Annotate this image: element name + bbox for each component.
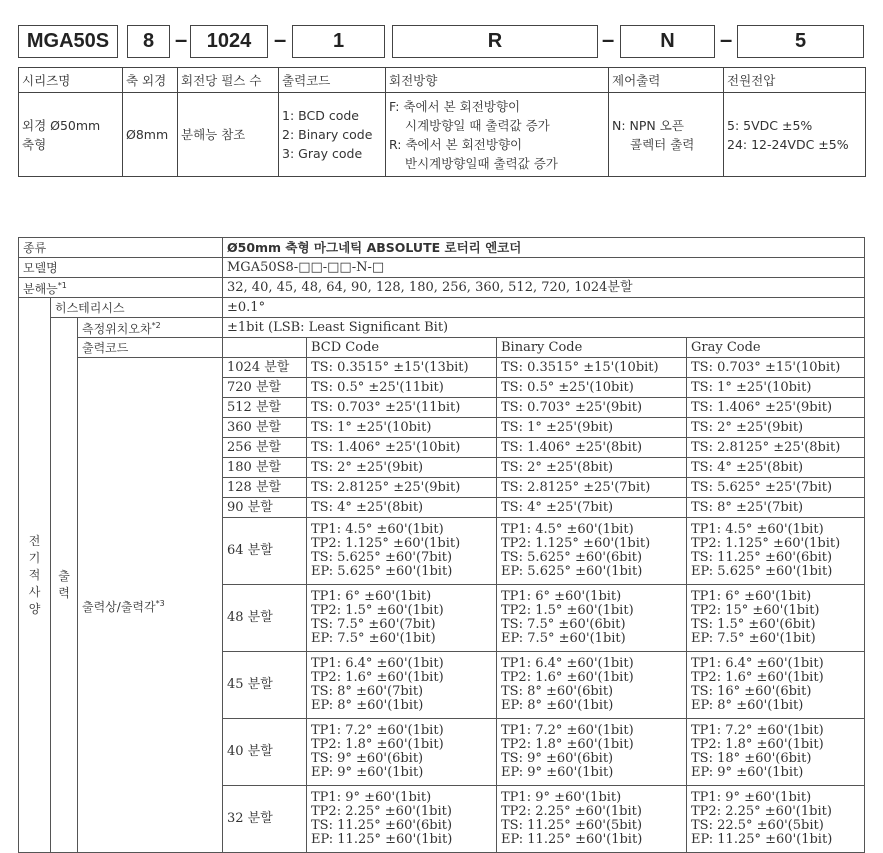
bcd-value-cell <box>307 518 497 585</box>
bin-value-cell <box>497 378 687 398</box>
gray-value: TS: 4° ±25'(8bit) <box>691 459 804 475</box>
bin-value: TS: 1° ±25'(9bit) <box>501 419 614 435</box>
gray-value-cell <box>687 438 865 458</box>
gray-value-cell <box>687 378 865 398</box>
bcd-value: TP2: 1.5° ±60'(1bit) <box>311 603 444 618</box>
shaft-cell: Ø8mm <box>123 93 178 177</box>
output-code-cell <box>279 93 386 177</box>
bcd-value-cell <box>307 458 497 478</box>
bin-value: TP2: 1.6° ±60'(1bit) <box>501 670 634 685</box>
bcd-value: TS: 1° ±25'(10bit) <box>311 419 432 435</box>
code-dash: – <box>602 27 615 52</box>
type-label: 종류 <box>19 238 223 258</box>
rotation-line: 반시계방향일때 출력값 증가 <box>405 155 558 171</box>
bin-value-cell <box>497 358 687 378</box>
bin-value-cell <box>497 418 687 438</box>
bcd-value-cell <box>307 378 497 398</box>
gray-value: TS: 1.406° ±25'(9bit) <box>691 399 833 415</box>
code-box-rotation: R <box>392 25 598 58</box>
output-angle-note: *3 <box>155 598 165 608</box>
model-label: 모델명 <box>19 258 223 278</box>
bcd-value: TP1: 7.2° ±60'(1bit) <box>311 723 444 738</box>
division-label: 90 분할 <box>223 498 307 518</box>
bcd-value-cell <box>307 786 497 853</box>
electrical-spec-char: 적 <box>28 567 41 582</box>
bcd-value-cell <box>307 438 497 458</box>
gray-value-cell <box>687 719 865 786</box>
bcd-value: TS: 0.703° ±25'(11bit) <box>311 399 461 415</box>
bcd-value: TS: 4° ±25'(8bit) <box>311 499 424 515</box>
bcd-value: TS: 9° ±60'(6bit) <box>311 751 424 766</box>
bcd-value: TP1: 6.4° ±60'(1bit) <box>311 656 444 671</box>
bin-value: TP2: 1.125° ±60'(1bit) <box>501 536 651 551</box>
hysteresis-value: ±0.1° <box>223 298 865 318</box>
gray-value: TS: 18° ±60'(6bit) <box>691 751 812 766</box>
gray-value: TS: 22.5° ±60'(5bit) <box>691 818 824 833</box>
division-label: 180 분할 <box>223 458 307 478</box>
power-cell <box>724 93 866 177</box>
bin-value-cell <box>497 438 687 458</box>
division-label: 32 분할 <box>223 786 307 853</box>
bin-value: TS: 11.25° ±60'(5bit) <box>501 818 643 833</box>
gray-value: TP2: 15° ±60'(1bit) <box>691 603 820 618</box>
code-box-power: 5 <box>737 25 864 58</box>
division-label: 40 분할 <box>223 719 307 786</box>
division-label: 512 분할 <box>223 398 307 418</box>
binary-header: Binary Code <box>497 338 687 358</box>
code-box-pulses: 1024 <box>190 25 268 58</box>
resolution-label: 분해능 <box>23 282 58 296</box>
spec-table <box>18 237 865 853</box>
bin-value: TS: 0.5° ±25'(10bit) <box>501 379 634 395</box>
bcd-value-cell <box>307 358 497 378</box>
bin-value: TS: 2.8125° ±25'(7bit) <box>501 479 651 495</box>
gray-value: TP2: 1.6° ±60'(1bit) <box>691 670 824 685</box>
gray-value: TP1: 7.2° ±60'(1bit) <box>691 723 824 738</box>
gray-value: TS: 5.625° ±25'(7bit) <box>691 479 833 495</box>
bin-value-cell <box>497 786 687 853</box>
division-label: 256 분할 <box>223 438 307 458</box>
gray-value: TS: 1.5° ±60'(6bit) <box>691 617 816 632</box>
code-box-shaft: 8 <box>127 25 170 58</box>
bin-value: TP1: 6° ±60'(1bit) <box>501 589 622 604</box>
header-rotation: 회전방향 <box>386 68 609 93</box>
bcd-value: TS: 2.8125° ±25'(9bit) <box>311 479 461 495</box>
output-angle-label: 출력상/출력각 <box>82 599 156 614</box>
gray-value-cell <box>687 358 865 378</box>
position-error-value: ±1bit (LSB: Least Significant Bit) <box>223 318 865 338</box>
division-label: 360 분할 <box>223 418 307 438</box>
gray-value-cell <box>687 398 865 418</box>
bin-value-cell <box>497 458 687 478</box>
division-label: 48 분할 <box>223 585 307 652</box>
gray-value: TP1: 6° ±60'(1bit) <box>691 589 812 604</box>
electrical-spec-char: 전 <box>28 533 41 548</box>
header-pulses: 회전당 펄스 수 <box>178 68 279 93</box>
bin-value: TP1: 9° ±60'(1bit) <box>501 790 622 805</box>
gray-value-cell <box>687 418 865 438</box>
gray-value: TP1: 9° ±60'(1bit) <box>691 790 812 805</box>
bin-value-cell <box>497 719 687 786</box>
division-label: 128 분할 <box>223 478 307 498</box>
bcd-value: EP: 7.5° ±60'(1bit) <box>311 631 436 646</box>
rotation-line: F: 축에서 본 회전방향이 <box>389 98 521 114</box>
bin-value: TS: 5.625° ±60'(6bit) <box>501 550 643 565</box>
resolution-value: 32, 40, 45, 48, 64, 90, 128, 180, 256, 360, 512, 720, 1024분할 <box>223 278 865 298</box>
bcd-value: TP2: 1.8° ±60'(1bit) <box>311 737 444 752</box>
bin-value: TP1: 6.4° ±60'(1bit) <box>501 656 634 671</box>
gray-value-cell <box>687 652 865 719</box>
gray-value: EP: 7.5° ±60'(1bit) <box>691 631 816 646</box>
output-section-label <box>51 318 78 853</box>
division-label: 64 분할 <box>223 518 307 585</box>
electrical-spec-char: 기 <box>28 550 41 565</box>
gray-value: TP2: 1.8° ±60'(1bit) <box>691 737 824 752</box>
bcd-value-cell <box>307 398 497 418</box>
control-cell <box>609 93 724 177</box>
bin-value: TS: 7.5° ±60'(6bit) <box>501 617 626 632</box>
bcd-value: TS: 7.5° ±60'(7bit) <box>311 617 436 632</box>
rotation-cell <box>386 93 609 177</box>
bin-value: TS: 8° ±60'(6bit) <box>501 684 614 699</box>
code-dash: – <box>720 27 733 52</box>
division-label: 720 분할 <box>223 378 307 398</box>
output-section-char: 력 <box>58 586 70 600</box>
bcd-value: EP: 5.625° ±60'(1bit) <box>311 564 453 579</box>
bcd-value: TP2: 1.6° ±60'(1bit) <box>311 670 444 685</box>
bcd-value: TP1: 6° ±60'(1bit) <box>311 589 432 604</box>
gray-value-cell <box>687 458 865 478</box>
gray-value: TP2: 2.25° ±60'(1bit) <box>691 804 832 819</box>
gray-value: TS: 0.703° ±15'(10bit) <box>691 359 841 375</box>
gray-value: EP: 5.625° ±60'(1bit) <box>691 564 833 579</box>
header-series: 시리즈명 <box>19 68 123 93</box>
gray-value: EP: 8° ±60'(1bit) <box>691 698 804 713</box>
resolution-note: *1 <box>57 281 67 290</box>
code-box-control: N <box>620 25 715 58</box>
resolution-row <box>19 358 865 378</box>
rotation-line: 시계방향일 때 출력값 증가 <box>405 117 550 133</box>
bin-value: TS: 4° ±25'(7bit) <box>501 499 614 515</box>
gray-value: EP: 11.25° ±60'(1bit) <box>691 832 833 847</box>
electrical-spec-char: 양 <box>28 601 41 616</box>
bcd-header: BCD Code <box>307 338 497 358</box>
output-code-option: 1: BCD code <box>282 108 359 123</box>
bcd-value-cell <box>307 418 497 438</box>
bcd-value: TP1: 9° ±60'(1bit) <box>311 790 432 805</box>
code-dash: – <box>175 27 188 52</box>
bin-value-cell <box>497 585 687 652</box>
resolution-label-cell <box>19 278 223 298</box>
bin-value: TS: 2° ±25'(8bit) <box>501 459 614 475</box>
bin-value: TP2: 1.5° ±60'(1bit) <box>501 603 634 618</box>
position-error-label-cell <box>78 318 223 338</box>
bcd-value: TS: 11.25° ±60'(6bit) <box>311 818 453 833</box>
bin-value: EP: 11.25° ±60'(1bit) <box>501 832 643 847</box>
gray-value-cell <box>687 585 865 652</box>
gray-header: Gray Code <box>687 338 865 358</box>
bin-value: EP: 9° ±60'(1bit) <box>501 765 614 780</box>
header-control: 제어출력 <box>609 68 724 93</box>
output-section-char: 출 <box>58 569 70 583</box>
header-shaft: 축 외경 <box>123 68 178 93</box>
gray-value-cell <box>687 518 865 585</box>
bcd-value: TP2: 2.25° ±60'(1bit) <box>311 804 452 819</box>
hysteresis-label: 히스테리시스 <box>51 298 223 318</box>
output-angle-label-cell <box>78 358 223 853</box>
bin-value: TP2: 2.25° ±60'(1bit) <box>501 804 642 819</box>
gray-value: TS: 8° ±25'(7bit) <box>691 499 804 515</box>
power-line: 24: 12-24VDC ±5% <box>727 136 849 152</box>
ordering-table <box>18 67 866 177</box>
bcd-value: EP: 8° ±60'(1bit) <box>311 698 424 713</box>
bin-value: TS: 0.703° ±25'(9bit) <box>501 399 643 415</box>
bin-value: EP: 7.5° ±60'(1bit) <box>501 631 626 646</box>
bin-value: EP: 5.625° ±60'(1bit) <box>501 564 643 579</box>
gray-value: TP1: 4.5° ±60'(1bit) <box>691 522 824 537</box>
output-code-option: 3: Gray code <box>282 146 363 161</box>
header-output-code: 출력코드 <box>279 68 386 93</box>
division-label: 1024 분할 <box>223 358 307 378</box>
bin-value-cell <box>497 478 687 498</box>
gray-value: TP2: 1.125° ±60'(1bit) <box>691 536 841 551</box>
code-dash: – <box>274 27 287 52</box>
gray-value: TS: 2.8125° ±25'(8bit) <box>691 439 841 455</box>
bcd-value: TS: 5.625° ±60'(7bit) <box>311 550 453 565</box>
bcd-value-cell <box>307 652 497 719</box>
bcd-value: EP: 9° ±60'(1bit) <box>311 765 424 780</box>
position-error-label: 측정위치오차 <box>82 322 152 336</box>
bcd-value: TS: 2° ±25'(9bit) <box>311 459 424 475</box>
bcd-value-cell <box>307 719 497 786</box>
type-value: Ø50mm 축형 마그네틱 ABSOLUTE 로터리 엔코더 <box>223 238 865 258</box>
position-error-note: *2 <box>151 321 161 330</box>
bin-value-cell <box>497 398 687 418</box>
gray-value: TP1: 6.4° ±60'(1bit) <box>691 656 824 671</box>
division-label: 45 분할 <box>223 652 307 719</box>
bcd-value-cell <box>307 585 497 652</box>
control-line: N: NPN 오픈 <box>612 117 684 133</box>
pulses-cell: 분해능 참조 <box>178 93 279 177</box>
bin-value: TS: 1.406° ±25'(8bit) <box>501 439 643 455</box>
bcd-value-cell <box>307 478 497 498</box>
gray-value-cell <box>687 786 865 853</box>
control-line: 콜렉터 출력 <box>630 136 695 152</box>
bcd-value: TS: 0.3515° ±15'(13bit) <box>311 359 469 375</box>
bcd-value: TP1: 4.5° ±60'(1bit) <box>311 522 444 537</box>
electrical-spec-char: 사 <box>28 584 41 599</box>
bcd-value: TS: 8° ±60'(7bit) <box>311 684 424 699</box>
gray-value: EP: 9° ±60'(1bit) <box>691 765 804 780</box>
rotation-line: R: 축에서 본 회전방향이 <box>389 136 523 152</box>
model-value: MGA50S8-□□-□□-N-□ <box>223 258 865 278</box>
bcd-value: EP: 11.25° ±60'(1bit) <box>311 832 453 847</box>
bin-value: TP1: 7.2° ±60'(1bit) <box>501 723 634 738</box>
code-box-output: 1 <box>292 25 385 58</box>
gray-value-cell <box>687 498 865 518</box>
code-box-series: MGA50S <box>18 25 118 58</box>
bin-value: TS: 0.3515° ±15'(10bit) <box>501 359 659 375</box>
gray-value-cell <box>687 478 865 498</box>
series-line: 외경 Ø50mm <box>22 117 101 133</box>
division-header-blank <box>223 338 307 358</box>
bcd-value: TS: 0.5° ±25'(11bit) <box>311 379 444 395</box>
header-power: 전원전압 <box>724 68 866 93</box>
gray-value: TS: 1° ±25'(10bit) <box>691 379 812 395</box>
bcd-value: TP2: 1.125° ±60'(1bit) <box>311 536 461 551</box>
gray-value: TS: 16° ±60'(6bit) <box>691 684 812 699</box>
bin-value-cell <box>497 498 687 518</box>
bin-value: TS: 9° ±60'(6bit) <box>501 751 614 766</box>
bcd-value: TS: 1.406° ±25'(10bit) <box>311 439 461 455</box>
bin-value-cell <box>497 652 687 719</box>
series-cell <box>19 93 123 177</box>
gray-value: TS: 11.25° ±60'(6bit) <box>691 550 833 565</box>
power-line: 5: 5VDC ±5% <box>727 117 813 133</box>
output-code-option: 2: Binary code <box>282 127 373 142</box>
bin-value: EP: 8° ±60'(1bit) <box>501 698 614 713</box>
gray-value: TS: 2° ±25'(9bit) <box>691 419 804 435</box>
bin-value: TP2: 1.8° ±60'(1bit) <box>501 737 634 752</box>
electrical-spec-label <box>19 298 51 853</box>
bin-value: TP1: 4.5° ±60'(1bit) <box>501 522 634 537</box>
bcd-value-cell <box>307 498 497 518</box>
output-code-label: 출력코드 <box>78 338 223 358</box>
bin-value-cell <box>497 518 687 585</box>
series-line: 축형 <box>22 136 47 152</box>
